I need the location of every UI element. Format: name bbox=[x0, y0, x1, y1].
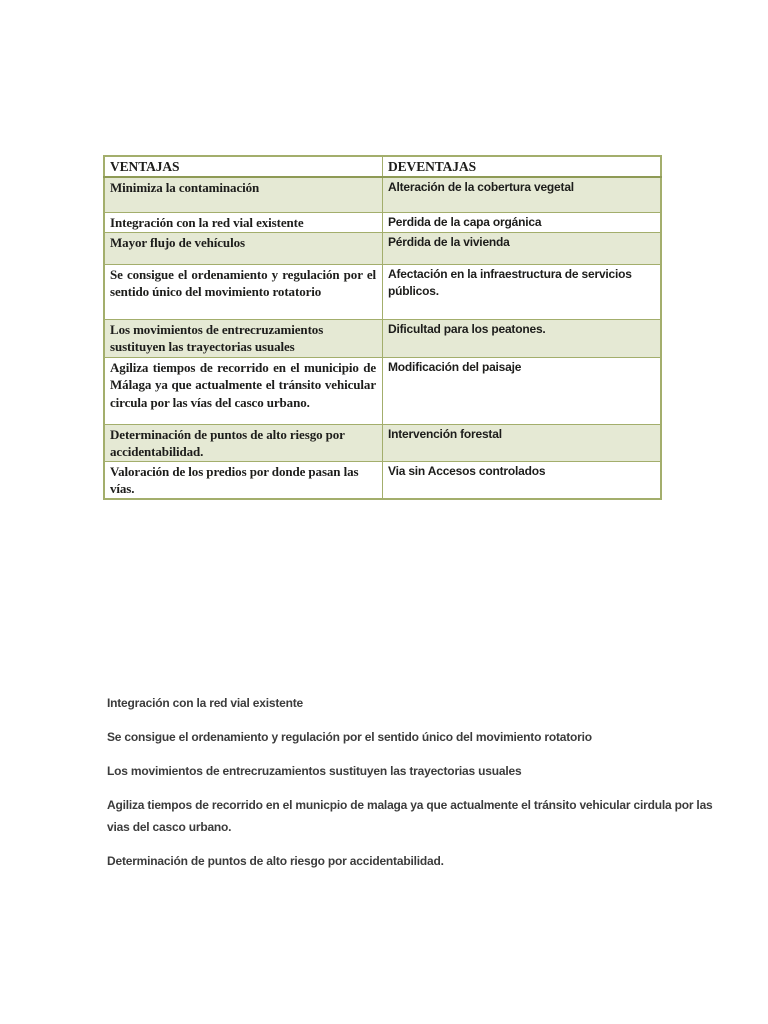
table-row bbox=[104, 264, 661, 319]
desventaja-cell: Via sin Accesos controlados bbox=[383, 461, 662, 499]
table-header-row bbox=[104, 156, 661, 177]
ventaja-cell: Mayor flujo de vehículos bbox=[104, 232, 383, 264]
paragraph: Se consigue el ordenamiento y regulación por el sentido único del movimiento rotatorio bbox=[107, 730, 592, 744]
ventaja-cell: Integración con la red vial existente bbox=[104, 213, 383, 233]
ventaja-cell: Agiliza tiempos de recorrido en el municipio de Málaga ya que actualmente el tránsito vehicular circula por las vías del casco urbano. bbox=[104, 357, 383, 424]
desventaja-cell: Perdida de la capa orgánica bbox=[383, 213, 662, 233]
ventaja-cell: Valoración de los predios por donde pasan las vías. bbox=[104, 461, 383, 499]
table-row bbox=[104, 461, 661, 499]
header-cell-desventajas: DEVENTAJAS bbox=[383, 156, 662, 177]
ventaja-cell: Minimiza la contaminación bbox=[104, 177, 383, 213]
ventaja-cell: Se consigue el ordenamiento y regulación por el sentido único del movimiento rotatorio bbox=[104, 264, 383, 319]
desventaja-cell: Intervención forestal bbox=[383, 424, 662, 461]
desventaja-cell: Modificación del paisaje bbox=[383, 357, 662, 424]
desventaja-cell: Dificultad para los peatones. bbox=[383, 319, 662, 357]
ventaja-cell: Los movimientos de entrecruzamientos sustituyen las trayectorias usuales bbox=[104, 319, 383, 357]
paragraph: Agiliza tiempos de recorrido en el municpio de malaga ya que actualmente el tránsito vehicular cirdula por las vias del casco urbano. bbox=[107, 798, 713, 834]
ventajas-desventajas-table bbox=[103, 155, 662, 500]
table-row bbox=[104, 319, 661, 357]
table-row bbox=[104, 232, 661, 264]
desventaja-cell: Afectación en la infraestructura de servicios públicos. bbox=[383, 264, 662, 319]
table-row bbox=[104, 213, 661, 233]
paragraph: Integración con la red vial existente bbox=[107, 696, 304, 710]
paragraph: Determinación de puntos de alto riesgo por accidentabilidad. bbox=[107, 854, 444, 868]
desventaja-cell: Alteración de la cobertura vegetal bbox=[383, 177, 662, 213]
table-row bbox=[104, 424, 661, 461]
header-cell-ventajas: VENTAJAS bbox=[104, 156, 383, 177]
summary-paragraphs bbox=[107, 692, 715, 884]
table-row bbox=[104, 357, 661, 424]
ventaja-cell: Determinación de puntos de alto riesgo por accidentabilidad. bbox=[104, 424, 383, 461]
table-row bbox=[104, 177, 661, 213]
desventaja-cell: Pérdida de la vivienda bbox=[383, 232, 662, 264]
paragraph: Los movimientos de entrecruzamientos sustituyen las trayectorias usuales bbox=[107, 764, 522, 778]
